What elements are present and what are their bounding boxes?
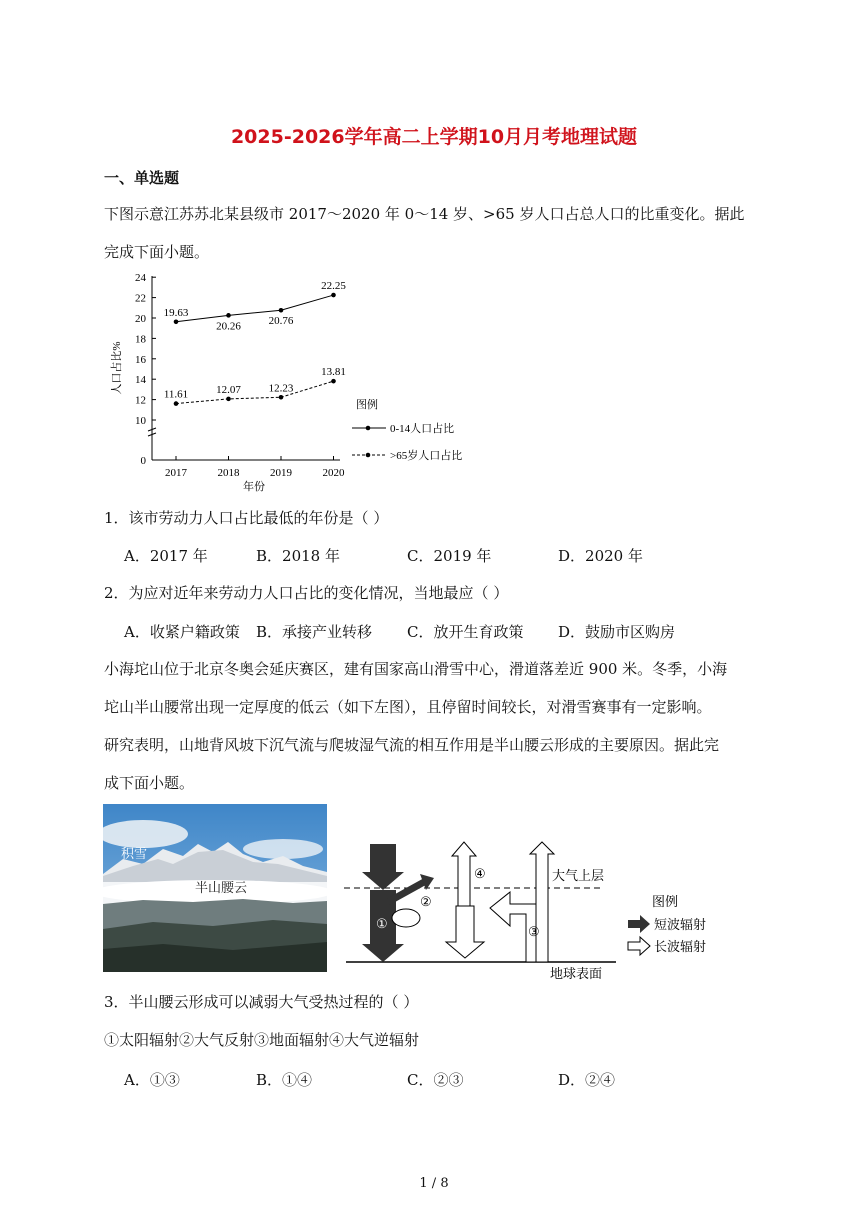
q1-option-d[interactable]: D．2020 年 [558,547,643,565]
y-tick-label: 14 [135,374,146,387]
q2-option-b[interactable]: B．承接产业转移 [256,623,373,641]
y-tick-label: 0 [140,455,146,467]
y-tick-label: 18 [135,333,146,346]
intro-line: 坨山半山腰常出现一定厚度的低云（如下左图），且停留时间较长，对滑雪赛事有一定影响。 [104,698,712,716]
y-axis-label: 人口占比% [111,341,123,395]
data-point [174,401,179,406]
legend-entry: 0-14人口占比 [390,423,455,435]
intro-paragraph-1 [104,195,764,271]
mountain-cloud-photo [103,804,327,972]
x-tick-label: 2017 [165,467,187,479]
intro-line: 小海坨山位于北京冬奥会延庆赛区，建有国家高山滑雪中心，滑道落差近 900 米。冬季，小海 [104,660,728,678]
data-point [279,308,284,313]
cloud-icon [392,909,420,927]
q2-option-a[interactable]: A．收紧户籍政策 [124,623,240,641]
shortwave-arrow-icon [362,844,404,890]
intro-line: 完成下面小题。 [104,243,210,261]
x-tick-label: 2019 [270,467,292,479]
data-label: 13.81 [321,366,346,379]
label-2: ② [420,895,432,910]
legend-short-icon [628,915,650,933]
page-title: 2025-2026学年高二上学期10月月考地理试题 [230,126,638,148]
q3-option-b[interactable]: B．①④ [256,1071,313,1089]
x-tick-label: 2018 [217,467,240,479]
legend-title: 图例 [356,399,378,411]
y-tick-label: 22 [135,292,146,305]
diagram-legend-title: 图例 [652,895,679,910]
q3-option-d[interactable]: D．②④ [558,1071,616,1089]
data-point [226,397,231,402]
data-point [331,379,336,384]
x-tick-label: 2020 [322,467,345,479]
intro-line: 下图示意江苏苏北某县级市 2017～2020 年 0～14 岁、>65 岁人口占总人口的比重变化。据此 [104,205,745,223]
legend-short-label: 短波辐射 [654,918,707,933]
photo-label-snow: 积雪 [121,847,148,862]
intro-line: 研究表明，山地背风坡下沉气流与爬坡湿气流的相互作用是半山腰云形成的主要原因。据此完 [104,736,720,754]
q1-option-c[interactable]: C．2019 年 [407,547,492,565]
label-4: ④ [474,867,486,882]
data-label: 19.63 [163,306,189,319]
question-2-stem: 2．为应对近年来劳动力人口占比的变化情况，当地最应（ ） [104,584,509,602]
question-3-stem: 3．半山腰云形成可以减弱大气受热过程的（ ） [104,993,419,1011]
data-label: 12.23 [268,382,294,395]
question-1-stem: 1．该市劳动力人口占比最低的年份是（ ） [104,509,389,527]
y-tick-label: 24 [135,272,146,285]
data-label: 12.07 [216,383,241,396]
data-label: 20.76 [268,315,294,328]
page-number: 1 / 8 [419,1176,449,1191]
data-label: 11.61 [163,388,189,401]
q1-option-a[interactable]: A．2017 年 [124,547,208,565]
q3-option-c[interactable]: C．②③ [407,1071,464,1089]
series-line-0 [176,295,334,322]
upper-atmosphere-label: 大气上层 [552,869,605,884]
legend-entry: >65岁人口占比 [390,450,463,462]
data-label: 22.25 [321,280,346,293]
legend-long-label: 长波辐射 [654,940,707,955]
data-point [174,319,179,324]
label-1: ① [376,917,388,932]
question-3-items: ①太阳辐射②大气反射③地面辐射④大气逆辐射 [104,1031,420,1049]
photo-label-cloud: 半山腰云 [195,881,248,896]
ground-label: 地球表面 [550,967,603,982]
y-tick-label: 12 [135,394,146,407]
radiation-diagram [340,836,720,986]
data-point [226,313,231,318]
series-line-1 [176,381,334,403]
intro-paragraph-2 [104,650,764,802]
y-tick-label: 20 [135,313,146,325]
data-point [331,293,336,298]
population-chart [108,268,480,496]
legend-marker [366,426,371,431]
longwave-arrow-icon [446,906,484,958]
label-3: ③ [528,925,540,940]
x-axis-label: 年份 [243,481,265,493]
q3-option-a[interactable]: A．①③ [124,1071,180,1089]
q1-option-b[interactable]: B．2018 年 [256,547,340,565]
data-label: 20.26 [216,320,241,333]
data-point [279,395,284,400]
legend-long-icon [628,937,650,955]
q2-option-c[interactable]: C．放开生育政策 [407,623,524,641]
q2-option-d[interactable]: D．鼓励市区购房 [558,623,676,641]
intro-line: 成下面小题。 [104,774,195,792]
legend-marker [366,453,371,458]
y-tick-label: 16 [135,353,146,366]
section-heading: 一、单选题 [104,169,180,187]
y-tick-label: 10 [135,415,146,427]
longwave-arrow-icon [452,842,476,906]
